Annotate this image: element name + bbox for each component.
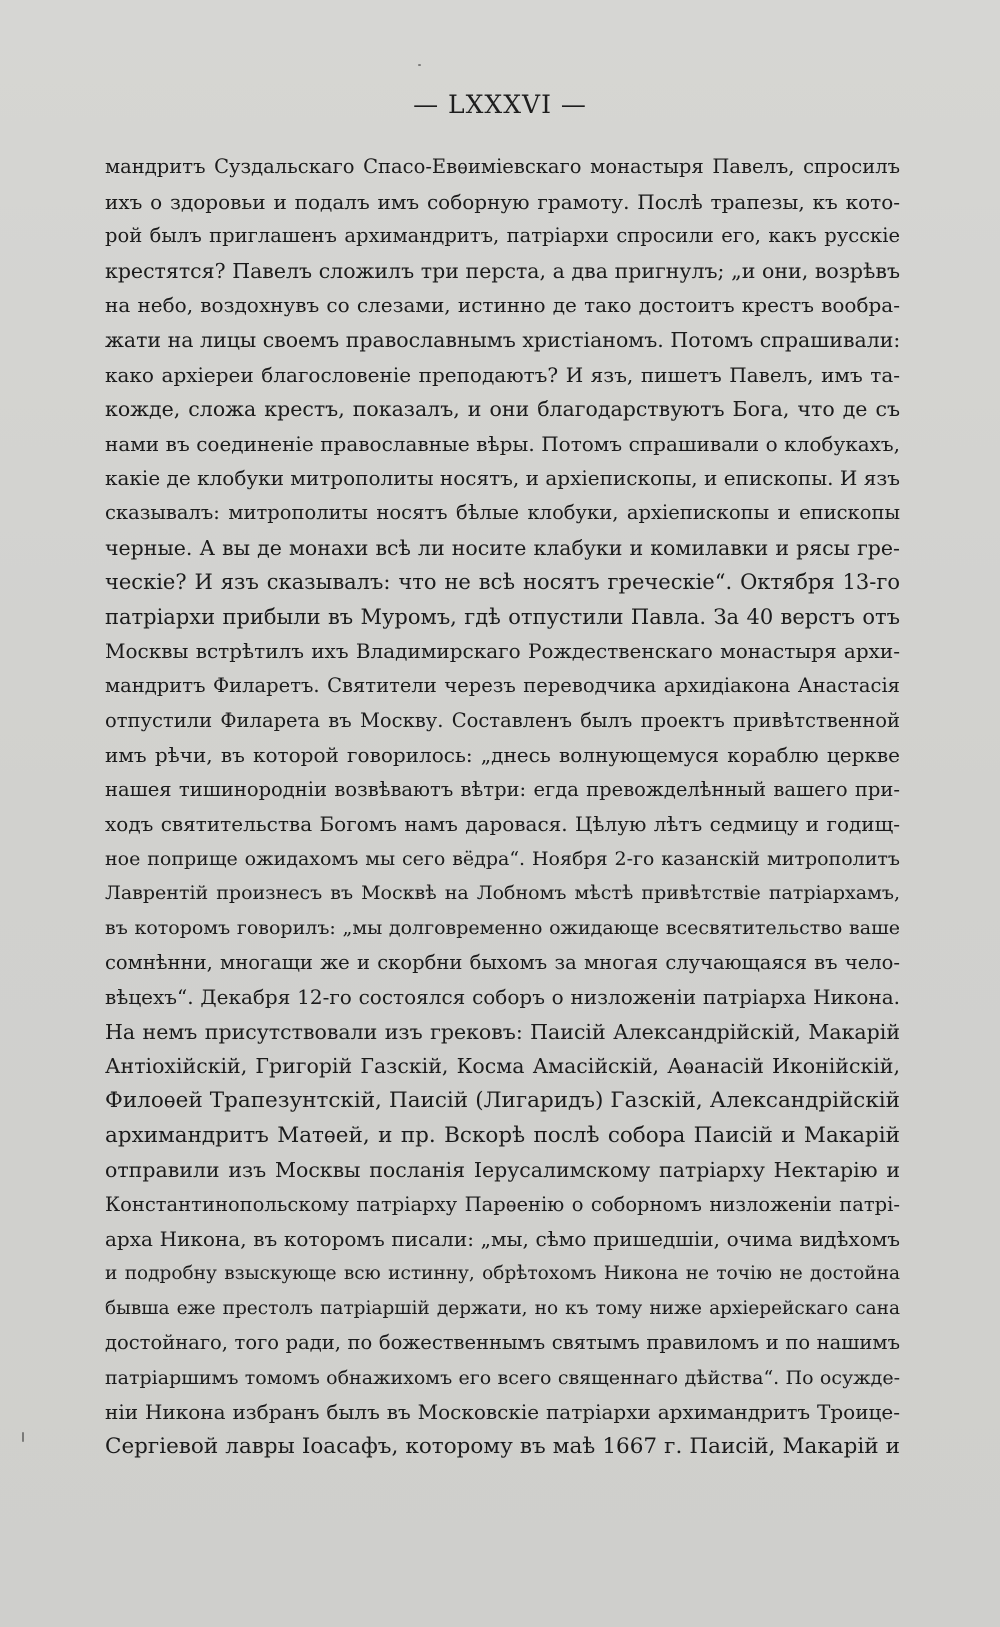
text-line: ное поприще ожидахомъ мы сего вёдра“. Ноября 2-го казанскій митрополитъ [105,847,900,870]
text-line: Константинопольскому патріарху Парѳенію о соборномъ низложеніи патрі- [105,1192,900,1216]
text-line: патріаршимъ томомъ обнажихомъ его всего священнаго дѣйства“. По осужде- [105,1366,900,1389]
text-line: имъ рѣчи, въ которой говорилось: „днесь волнующемуся кораблю церкве [105,743,900,768]
text-line: Филоѳей Трапезунтскій, Паисій (Лигаридъ) Газскій, Александрійскій [105,1088,900,1114]
text-line: архимандритъ Матѳей, и пр. Вскорѣ послѣ собора Паисій и Макарій [105,1122,900,1148]
paper-speck [418,64,421,66]
text-line: нашея тишинородніи возвѣваютъ вѣтри: егда превожделѣнный вашего при- [105,777,900,801]
text-line: На немъ присутствовали изъ грековъ: Паисій Александрійскій, Макарій [105,1019,900,1044]
body-text [105,150,900,1465]
text-line: и подробну взыскующе всю истинну, обрѣтохомъ Никона не точію не достойна [105,1263,900,1284]
text-line: какіе де клобуки митрополиты носятъ, и архіепископы, и епископы. И язъ [105,466,900,491]
text-line: Москвы встрѣтилъ ихъ Владимирскаго Рождественскаго монастыря архи- [105,639,900,664]
text-line: черные. А вы де монахи всѣ ли носите клабуки и комилавки и рясы гре- [105,535,900,560]
text-line: Антіохійскій, Григорій Газскій, Косма Амасійскій, Аѳанасій Иконійскій, [105,1054,900,1079]
text-line: сказывалъ: митрополиты носятъ бѣлые клобуки, архіепископы и епископы [105,500,900,524]
text-line: Сергіевой лавры Іоасафъ, которому въ маѣ 1667 г. Паисій, Макарій и [105,1433,900,1459]
text-line: отправили изъ Москвы посланія Іерусалимскому патріарху Нектарію и [105,1158,900,1183]
text-line: достойнаго, того ради, по божественнымъ святымъ правиломъ и по нашимъ [105,1331,900,1355]
text-line: вѣцехъ“. Декабря 12-го состоялся соборъ о низложеніи патріарха Никона. [105,985,900,1010]
text-line: како архіереи благословеніе преподаютъ? И язъ, пишетъ Павелъ, имъ та- [105,362,900,387]
text-line: кожде, сложа крестъ, показалъ, и они благодарствуютъ Бога, что де съ [105,397,900,422]
text-line: отпустили Филарета въ Москву. Составленъ былъ проектъ привѣтственной [105,708,900,732]
page-number-header: — LXXXVI — [413,90,587,119]
text-line: ихъ о здоровьи и подалъ имъ соборную грамоту. Послѣ трапезы, къ кото- [105,189,900,214]
text-line: бывша еже престолъ патріаршій держати, но къ тому ниже архіерейскаго сана [105,1297,900,1319]
text-line: арха Никона, въ которомъ писали: „мы, сѣмо пришедшіи, очима видѣхомъ [105,1227,900,1252]
text-line: ходъ святительства Богомъ намъ даровася. Цѣлую лѣтъ седмицу и годищ- [105,812,900,837]
text-line: сомнѣнни, многащи же и скорбни быхомъ за многая случающаяся въ чело- [105,950,900,974]
paper-speck [22,1432,24,1442]
text-line: Лаврентій произнесъ въ Москвѣ на Лобномъ мѣстѣ привѣтствіе патріархамъ, [105,882,900,905]
text-line: жати на лицы своемъ православнымъ христіаномъ. Потомъ спрашивали: [105,327,901,352]
text-line: въ которомъ говорилъ: „мы долговременно ожидающе всесвятительство ваше [105,917,900,940]
text-line: ческіе? И язъ сказывалъ: что не всѣ носятъ греческіе“. Октября 13-го [105,570,900,595]
text-line: мандритъ Филаретъ. Святители черезъ переводчика архидіакона Анастасія [105,673,900,697]
text-line: патріархи прибыли въ Муромъ, гдѣ отпустили Павла. За 40 верстъ отъ [105,604,900,629]
text-line: рой былъ приглашенъ архимандритъ, патріархи спросили его, какъ русскіе [105,224,900,248]
text-line: ніи Никона избранъ былъ въ Московскіе патріархи архимандритъ Троице- [105,1400,900,1425]
text-line: нами въ соединеніе православные вѣры. Потомъ спрашивали о клобукахъ, [105,431,900,456]
text-line: мандритъ Суздальскаго Спасо-Евѳиміевскаго монастыря Павелъ, спросилъ [105,155,900,178]
text-line: крестятся? Павелъ сложилъ три перста, а два пригнулъ; „и они, возрѣвъ [105,258,900,283]
text-line: на небо, воздохнувъ со слезами, истинно де тако достоитъ крестъ вообра- [105,293,900,318]
